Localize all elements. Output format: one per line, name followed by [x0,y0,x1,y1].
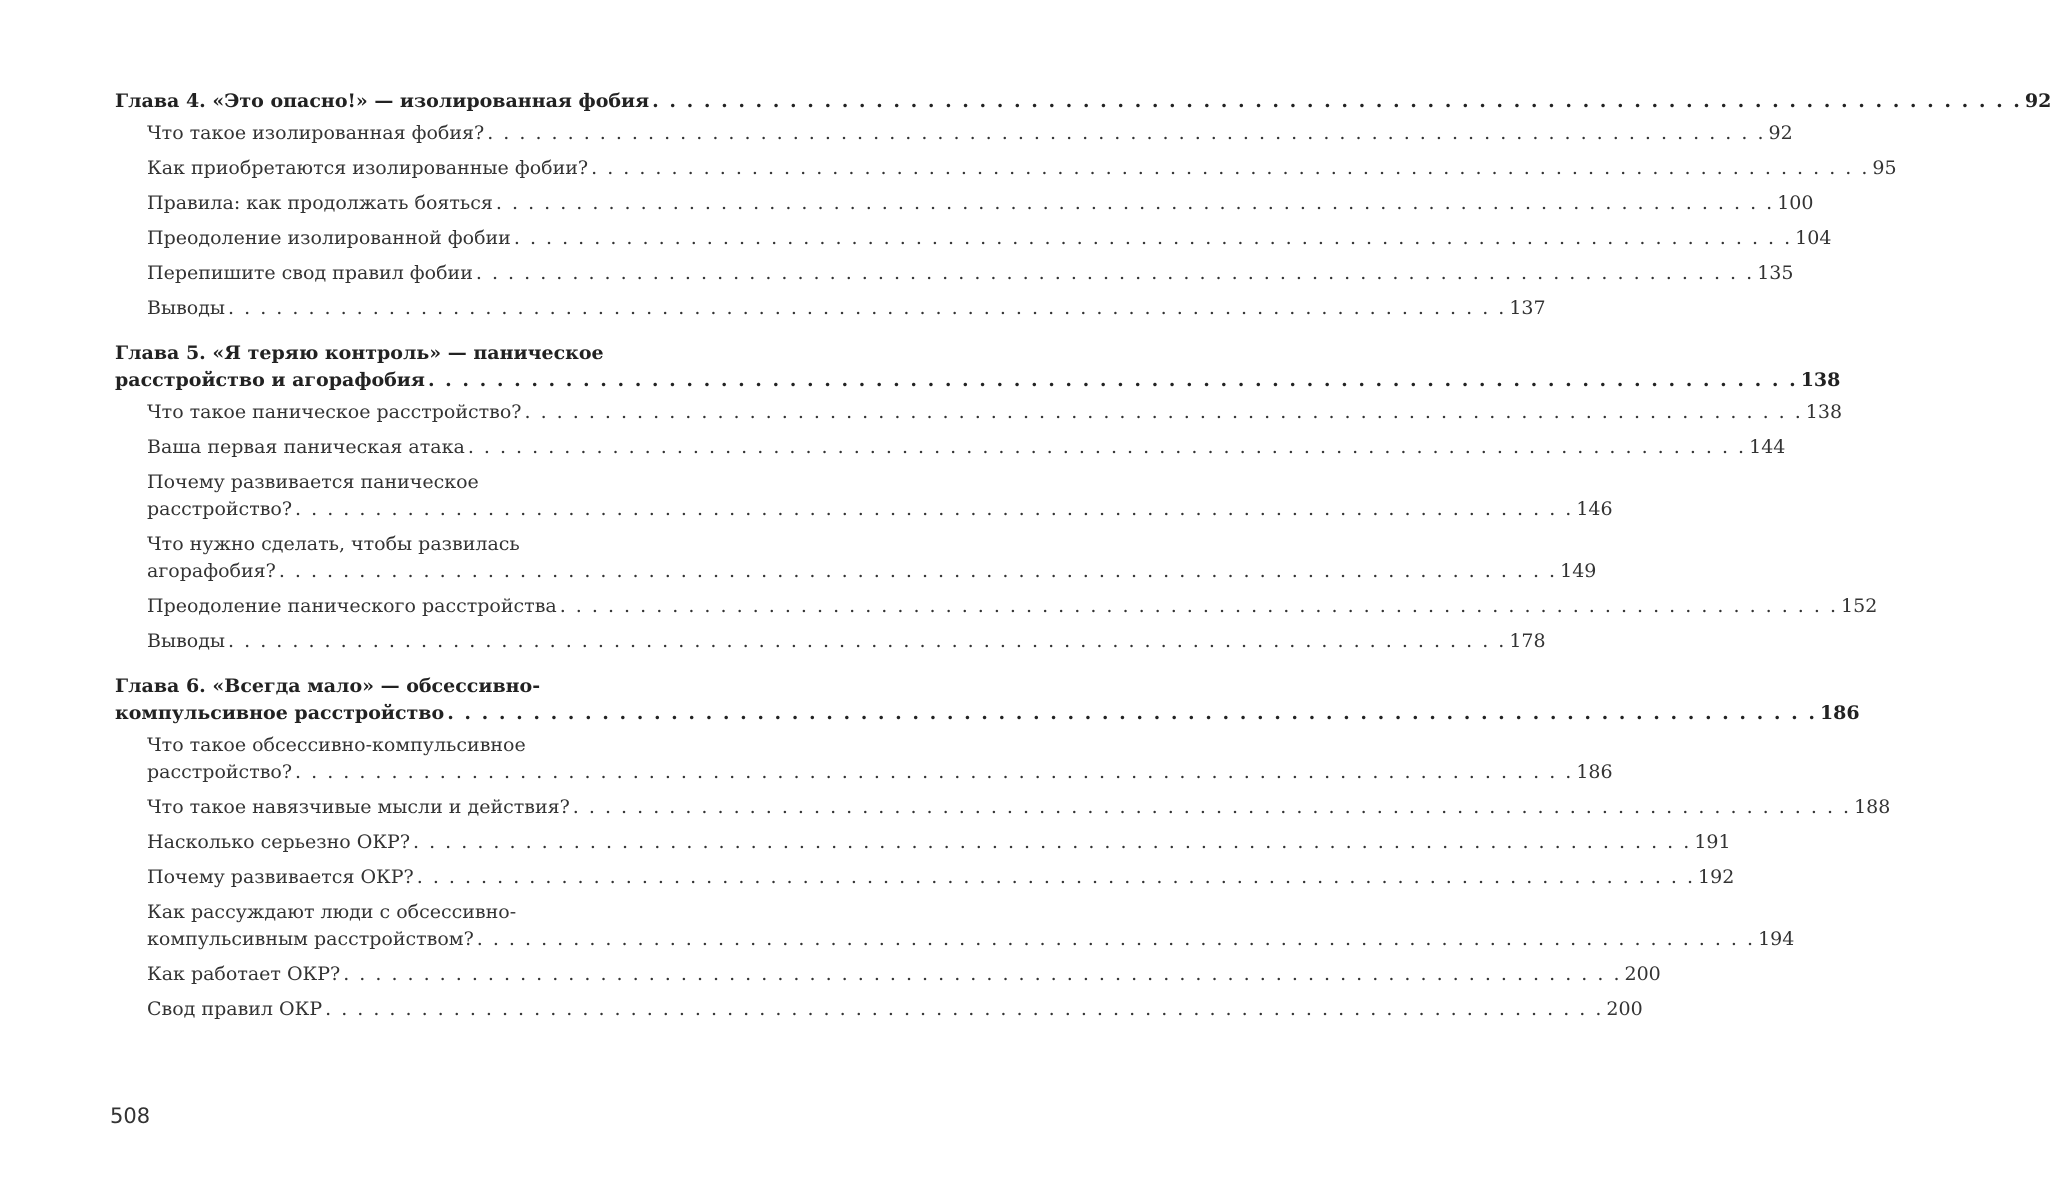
chapter-section [115,340,1878,655]
dot-leader [468,436,1746,458]
leader-line [147,759,1613,786]
leader-line [147,794,1891,821]
leader-line [147,558,1597,585]
chapter-title-line: Глава 4. «Это опасно!» — изолированная фобия [115,90,650,112]
entry-title-line: Насколько серьезно ОКР? [147,831,411,853]
table-of-contents [115,88,2051,1041]
entry-title-line: расстройство? [147,498,293,520]
entry-page-number: 149 [1560,560,1597,582]
dot-leader [487,122,1765,144]
toc-entry[interactable] [147,531,1597,585]
dot-leader [428,369,1798,391]
toc-entry[interactable] [147,295,1546,322]
chapter-title-line: Глава 6. «Всегда мало» — обсессивно- [115,675,541,697]
entry-page-number: 200 [1624,963,1661,985]
dot-leader [279,560,1557,582]
dot-leader [228,297,1506,319]
toc-entry[interactable] [147,434,1786,461]
entry-title-line: компульсивным расстройством? [147,928,474,950]
section-list [115,399,1878,655]
entry-page-number: 178 [1509,630,1546,652]
toc-entry[interactable] [147,829,1731,856]
leader-line [147,155,1897,182]
dot-leader [496,192,1774,214]
toc-entry[interactable] [147,864,1735,891]
leader-line [147,120,1793,147]
chapter-heading[interactable] [115,88,2051,115]
leader-line [147,996,1643,1023]
leader-line [147,926,1795,953]
entry-page-number: 104 [1795,227,1832,249]
entry-title-line: Почему развивается паническое [147,471,479,493]
toc-entry[interactable] [147,996,1643,1023]
leader-line [147,260,1794,287]
entry-page-number: 192 [1698,866,1735,888]
chapter-section [115,88,2051,322]
toc-entry[interactable] [147,593,1878,620]
leader-line [115,367,1841,394]
toc-entry[interactable] [147,732,1613,786]
leader-line [147,399,1843,426]
entry-title-line: Что такое обсессивно-компульсивное [147,734,526,756]
entry-title-line: Что такое изолированная фобия? [147,122,485,144]
entry-title-line: Как рассуждают люди с обсессивно- [147,901,517,923]
entry-page-number: 194 [1758,928,1795,950]
dot-leader [525,401,1803,423]
chapter-title-line: расстройство и агорафобия [115,369,425,391]
chapter-heading[interactable] [115,673,1860,727]
leader-line [147,593,1878,620]
section-list [115,732,1891,1023]
dot-leader [514,227,1792,249]
dot-leader [413,831,1691,853]
leader-line [147,961,1661,988]
entry-title-line: Что такое паническое расстройство? [147,401,522,423]
dot-leader [560,595,1838,617]
entry-page-number: 138 [1805,401,1843,423]
toc-entry[interactable] [147,155,1897,182]
entry-page-number: 200 [1606,998,1643,1020]
toc-entry[interactable] [147,794,1891,821]
entry-title-line: агорафобия? [147,560,276,582]
entry-title-line: Выводы [147,630,226,652]
toc-entry[interactable] [147,899,1795,953]
entry-page-number: 135 [1757,262,1794,284]
entry-title-line: Выводы [147,297,226,319]
entry-page-number: 137 [1509,297,1546,319]
leader-line [147,295,1546,322]
dot-leader [477,928,1755,950]
toc-entry[interactable] [147,190,1814,217]
chapter-title-line: Глава 5. «Я теряю контроль» — паническое [115,342,604,364]
entry-title-line: Перепишите свод правил фобии [147,262,473,284]
dot-leader [447,702,1817,724]
entry-page-number: 186 [1576,761,1613,783]
leader-line [115,700,1860,727]
entry-title-line: Как приобретаются изолированные фобии? [147,157,589,179]
leader-line [115,88,2051,115]
chapter-page-number: 92 [2024,90,2051,112]
toc-entry[interactable] [147,399,1843,426]
dot-leader [652,90,2022,112]
dot-leader [295,498,1573,520]
chapter-page-number: 186 [1819,702,1860,724]
toc-entry[interactable] [147,225,1832,252]
dot-leader [228,630,1506,652]
entry-page-number: 146 [1576,498,1613,520]
leader-line [147,225,1832,252]
dot-leader [343,963,1621,985]
entry-page-number: 144 [1749,436,1786,458]
dot-leader [295,761,1573,783]
entry-title-line: Свод правил ОКР [147,998,323,1020]
entry-title-line: расстройство? [147,761,293,783]
leader-line [147,190,1814,217]
chapter-page-number: 138 [1800,369,1841,391]
entry-page-number: 188 [1854,796,1891,818]
toc-entry[interactable] [147,260,1794,287]
leader-line [147,864,1735,891]
toc-entry[interactable] [147,469,1613,523]
toc-entry[interactable] [147,961,1661,988]
chapter-title-line: компульсивное расстройство [115,702,445,724]
leader-line [147,628,1546,655]
toc-entry[interactable] [147,628,1546,655]
entry-title-line: Как работает ОКР? [147,963,341,985]
section-list [115,120,1897,322]
entry-title-line: Преодоление изолированной фобии [147,227,511,249]
entry-title-line: Правила: как продолжать бояться [147,192,493,214]
chapter-heading[interactable] [115,340,1841,394]
entry-page-number: 95 [1872,157,1897,179]
entry-page-number: 92 [1768,122,1793,144]
dot-leader [591,157,1869,179]
leader-line [147,434,1786,461]
page-number: 508 [110,1104,151,1128]
entry-page-number: 100 [1777,192,1814,214]
entry-title-line: Почему развивается ОКР? [147,866,414,888]
dot-leader [573,796,1851,818]
entry-title-line: Преодоление панического расстройства [147,595,557,617]
toc-entry[interactable] [147,120,1793,147]
entry-page-number: 191 [1694,831,1731,853]
entry-page-number: 152 [1841,595,1878,617]
chapter-section [115,673,1891,1023]
leader-line [147,829,1731,856]
leader-line [147,496,1613,523]
entry-title-line: Что такое навязчивые мысли и действия? [147,796,570,818]
dot-leader [325,998,1603,1020]
dot-leader [476,262,1754,284]
entry-title-line: Ваша первая паническая атака [147,436,465,458]
entry-title-line: Что нужно сделать, чтобы развилась [147,533,520,555]
dot-leader [417,866,1695,888]
